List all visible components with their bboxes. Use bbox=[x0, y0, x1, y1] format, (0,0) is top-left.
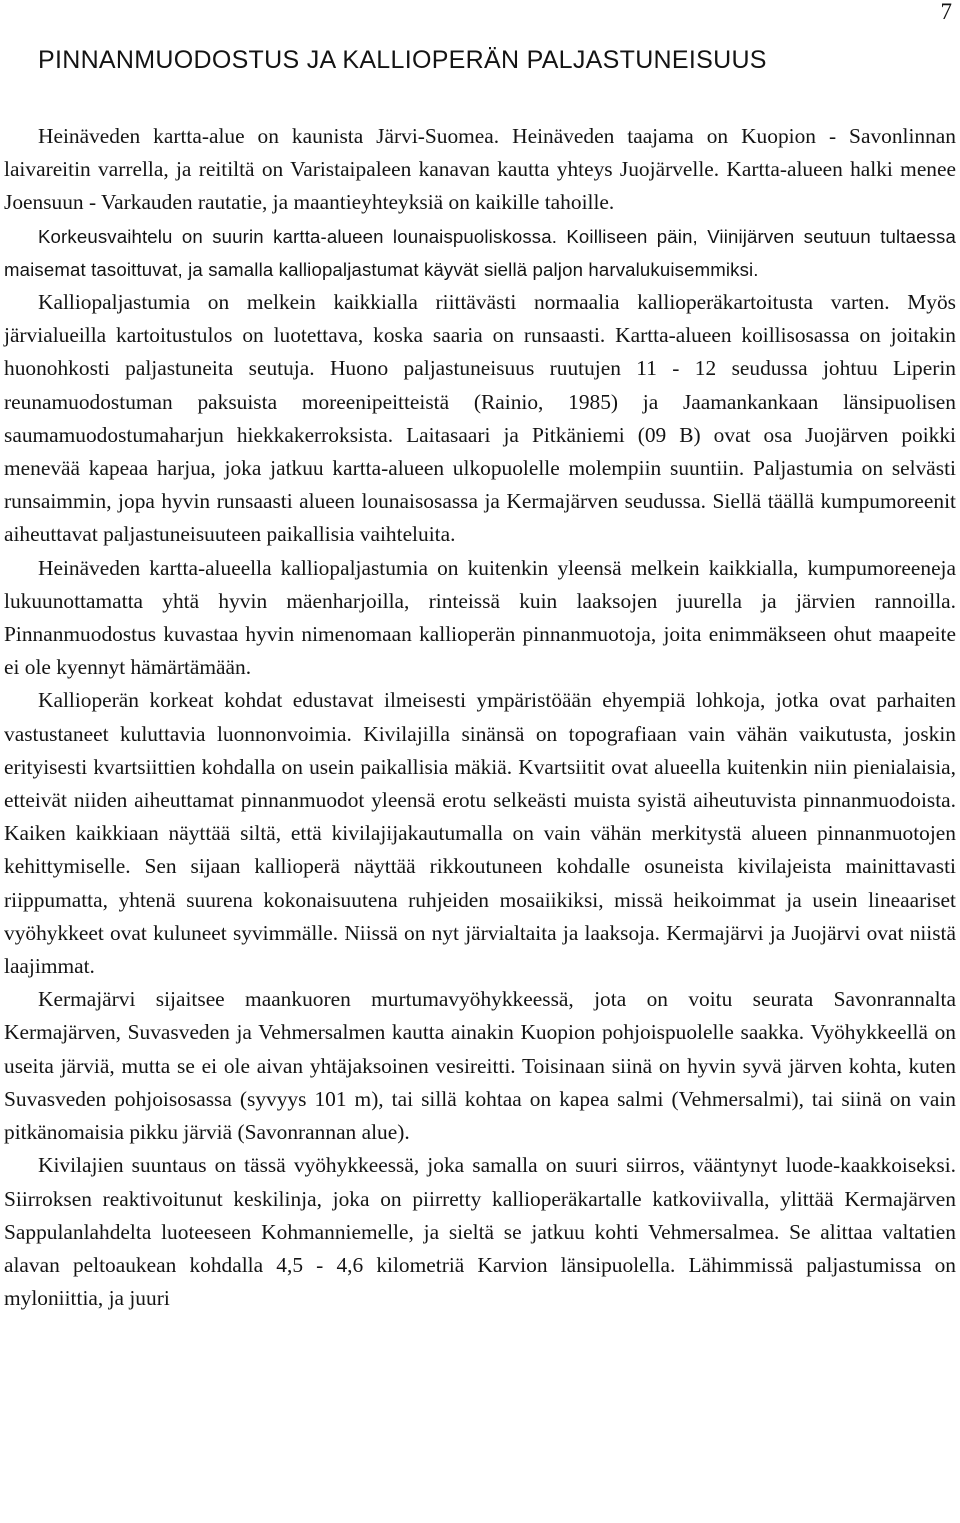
paragraph-outcrops: Kalliopaljastumia on melkein kaikkialla riittävästi normaalia kallioperäkartoitusta varten. Myös järvialueilla kartoitustulos on luotettava, koska saaria on runsaasti. Kartta-alueen koillisosassa on joitakin huonohkosti paljastuneita seutuja. Huono paljastuneisuus ruutujen 11 - 12 seudussa johtuu Liperin reunamuodostuman paksuista moreenipeitteistä (Rainio, 1985) ja Jaamankankaan länsipuolisen saumamuodostumaharjun hiekkakerroksista. Laitasaari ja Pitkäniemi (09 B) ovat osa Juojärven poikki menevää kapeaa harjua, joka jatkuu kartta-alueen ulkopuolelle molempiin suuntiin. Paljastumia on selvästi runsaimmin, jopa hyvin runsaasti alueen lounaisosassa ja Kermajärven seudussa. Siellä täällä kumpumoreenit aiheuttavat paljastuneisuuteen paikallisia vaihteluita. bbox=[4, 290, 956, 547]
body-text bbox=[4, 120, 956, 1315]
paragraph-kermajarvi-zone: Kermajärvi sijaitsee maankuoren murtumavyöhykkeessä, jota on voitu seurata Savonrannalta Kermajärven, Suvasveden ja Vehmersalmen kautta ainakin Kuopion pohjoispuolelle saakka. Vyöhykkeellä on useita järviä, mutta se ei ole aivan yhtäjaksoinen vesireitti. Toisinaan siinä on hyvin syvä järven kohta, kuten Suvasveden pohjoisosassa (syvyys 101 m), tai sillä kohtaa on kapea salmi (Vehmersalmi), tai siinä on vain pitkänomaisia pikku järviä (Savonrannan alue). bbox=[4, 987, 956, 1145]
section-heading: PINNANMUODOSTUS JA KALLIOPERÄN PALJASTUNEISUUS bbox=[38, 46, 767, 74]
paragraph-intro: Heinäveden kartta-alue on kaunista Järvi-Suomea. Heinäveden taajama on Kuopion - Savonlinnan laivareitin varrella, ja reitiltä on Varistaipaleen kanavan kautta yhteys Juojärvelle. Kartta-alueen halki menee Joensuun - Varkauden rautatie, ja maantieyhteyksiä on kaikille tahoille. bbox=[4, 124, 956, 215]
paragraph-bedrock-highs: Kallioperän korkeat kohdat edustavat ilmeisesti ympäristöään ehyempiä lohkoja, jotka ovat parhaiten vastustaneet kuluttavia luonnonvoimia. Kivilajilla sinänsä on topografiaan vain vähän vaikutusta, joskin erityisesti kvartsiittien kohdalla on usein paikallisia mäkiä. Kvartsiitit ovat alueella kuitenkin niin pienialaisia, etteivät niiden aiheuttamat pinnanmuodot yleensä erotu selkeästi muista syistä aiheutuvista pinnanmuodoista. Kaiken kaikkiaan näyttää siltä, että kivilajijakautumalla on vain vähän merkitystä alueen pinnanmuotojen kehittymiselle. Sen sijaan kallioperä näyttää rikkoutuneen kohdalle osuneista kivilajeista mainittavasti riippumatta, yhtenä suurena kokonaisuutena ruhjeiden mosaiikiksi, missä heikoimmat ja usein lineaariset vyöhykkeet ovat kuluneet syvimmälle. Niissä on nyt järvialtaita ja laaksoja. Kermajärvi ja Juojärvi ovat niistä laajimmat. bbox=[4, 688, 956, 979]
paragraph-topography: Heinäveden kartta-alueella kalliopaljastumia on kuitenkin yleensä melkein kaikkialla, kumpumoreeneja lukuunottamatta yhtä hyvin mäenharjoilla, rinteissä kuin laaksojen juurella ja järvien rannoilla. Pinnanmuodostus kuvastaa hyvin nimenomaan kallioperän pinnanmuotoja, joita enimmäkseen ohut maapeite ei ole kyennyt hämärtämään. bbox=[4, 555, 956, 680]
paragraph-fault: Kivilajien suuntaus on tässä vyöhykkeessä, joka samalla on suuri siirros, vääntynyt luode-kaakkoiseksi. Siirroksen reaktivoitunut keskilinja, joka on piirretty kallioperäkartalle katkoviivalla, ylittää Kermajärven Sappulanlahdelta luoteeseen Kohmanniemelle, ja sieltä se jatkuu kohti Vehmersalmea. Se alittaa valtatien alavan peltoaukean kohdalla 4,5 - 4,6 kilometriä Karvion länsipuolella. Lähimmissä paljastumissa on myloniittia, ja juuri bbox=[4, 1153, 956, 1311]
page-number: 7 bbox=[940, 0, 952, 24]
paragraph-relief: Korkeusvaihtelu on suurin kartta-alueen lounaispuoliskossa. Koilliseen päin, Viinijärven seutuun tultaessa maisemat tasoittuvat, ja samalla kalliopaljastumat käyvät siellä paljon harvalukuisemmiksi. bbox=[4, 225, 956, 280]
